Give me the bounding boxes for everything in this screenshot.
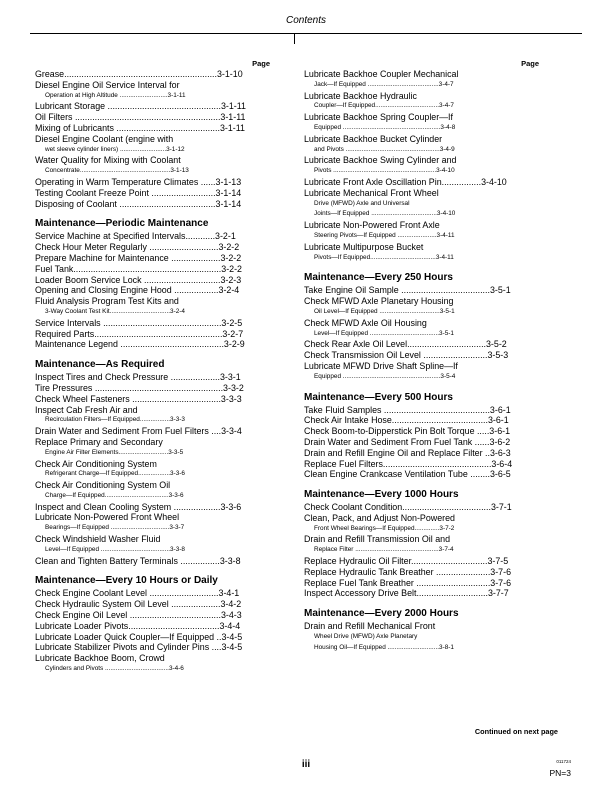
toc-entry[interactable]: Check Air Intake Hose.......................................3-6-1 — [304, 415, 509, 426]
toc-entry[interactable]: Maintenance Legend ..........................................3-2-9 — [35, 339, 245, 350]
toc-entry[interactable]: Check Rear Axle Oil Level................................3-5-2 — [304, 339, 507, 350]
toc-entry[interactable]: Lubricate Backhoe Swing Cylinder and — [304, 155, 457, 166]
toc-entry[interactable]: Check MFWD Axle Planetary Housing — [304, 296, 454, 307]
toc-entry[interactable]: Lubricant Storage ..............................................3-1-11 — [35, 101, 246, 112]
toc-entry[interactable]: Check Hour Meter Regularly ............................3-2-2 — [35, 242, 240, 253]
section-heading: Maintenance—Every 2000 Hours — [304, 608, 459, 620]
toc-entry[interactable]: Charge—If Equipped....................................3-3-6 — [45, 491, 184, 499]
toc-entry[interactable]: Fuel Tank............................................................3-2-2 — [35, 263, 242, 274]
toc-entry[interactable]: Opening and Closing Engine Hood ..................3-2-4 — [35, 285, 240, 296]
toc-entry[interactable]: Engine Air Filter Elements............................3-3-5 — [45, 448, 184, 456]
toc-entry[interactable]: Replace Hydraulic Oil Filter...............................3-7-5 — [304, 556, 509, 567]
toc-entry[interactable]: Replace Hydraulic Tank Breather ......................3-7-6 — [304, 566, 512, 577]
toc-entry[interactable]: Drain and Refill Mechanical Front — [304, 621, 436, 632]
toc-entry[interactable]: Equipped .......................................................3-5-4 — [314, 372, 456, 380]
toc-entry[interactable]: Check Wheel Fasteners ....................................3-3-3 — [35, 393, 242, 404]
toc-entry[interactable]: Check Windshield Washer Fluid — [35, 534, 161, 545]
toc-entry[interactable]: Replace Filter ...............................................3-7-4 — [314, 546, 454, 554]
toc-entry[interactable]: Clean, Pack, and Adjust Non-Powered — [304, 512, 455, 523]
toc-entry[interactable]: Clean Engine Crankcase Ventilation Tube ........3-6-5 — [304, 469, 511, 480]
toc-entry[interactable]: Check Engine Oil Level .....................................3-4-3 — [35, 610, 242, 621]
toc-entry[interactable]: Lubricate Front Axle Oscillation Pin................3-4-10 — [304, 176, 507, 187]
toc-entry[interactable]: Steering Pivots—If Equipped ......................3-4-11 — [314, 231, 455, 239]
toc-entry[interactable]: Lubricate Multipurpose Bucket — [304, 241, 424, 252]
toc-entry[interactable]: Pivots—If Equipped.....................................3-4-11 — [314, 253, 454, 261]
toc-entry[interactable]: Jack—If Equipped ........................................3-4-7 — [314, 80, 454, 88]
continued-note: Continued on next page — [474, 727, 558, 736]
toc-entry[interactable]: Replace Fuel Tank Breather ..............................3-7-6 — [304, 577, 512, 588]
toc-entry[interactable]: Operating in Warm Temperature Climates ......3-1-13 — [35, 176, 242, 187]
section-heading: Maintenance—Periodic Maintenance — [35, 218, 209, 230]
page-column-label: Page — [521, 59, 539, 68]
toc-entry[interactable]: Fluid Analysis Program Test Kits and — [35, 296, 179, 307]
toc-entry[interactable]: Loader Boom Service Lock ...............................3-2-3 — [35, 274, 242, 285]
toc-entry[interactable]: Required Parts....................................................3-2-7 — [35, 328, 244, 339]
toc-entry[interactable]: Water Quality for Mixing with Coolant — [35, 155, 181, 166]
toc-entry[interactable]: Recirculation Filters—If Equipped.................3-3-3 — [45, 416, 185, 424]
toc-entry[interactable]: Clean and Tighten Battery Terminals ................3-3-8 — [35, 555, 241, 566]
toc-entry[interactable]: Oil Filters ...........................................................3-1-11 — [35, 112, 246, 123]
toc-entry[interactable]: Check Air Conditioning System Oil — [35, 480, 171, 491]
toc-entry[interactable]: wet sleeve cylinder liners) ..........................3-1-12 — [45, 145, 185, 153]
page-header-title: Contents — [285, 15, 327, 26]
section-heading: Maintenance—Every 1000 Hours — [304, 489, 459, 501]
toc-entry[interactable]: Drain Water and Sediment From Fuel Tank ......3-6-2 — [304, 436, 511, 447]
toc-entry[interactable]: Operation at High Altitude ...........................3-1-11 — [45, 91, 186, 99]
toc-entry[interactable]: Service Machine at Specified Intervals............3-2-1 — [35, 231, 236, 242]
toc-entry[interactable]: Lubricate Backhoe Bucket Cylinder — [304, 133, 443, 144]
header-rule — [30, 33, 582, 34]
page-folio: iii — [301, 759, 311, 770]
toc-entry[interactable]: Inspect Cab Fresh Air and — [35, 404, 138, 415]
toc-entry[interactable]: Wheel Drive (MFWD) Axle Planetary — [314, 633, 418, 641]
toc-entry[interactable]: 3-Way Coolant Test Kit..................................3-2-4 — [45, 307, 185, 315]
toc-entry[interactable]: Equipped .......................................................3-4-8 — [314, 123, 456, 131]
toc-entry[interactable]: Refrigerant Charge—If Equipped..................3-3-6 — [45, 470, 185, 478]
toc-entry[interactable]: Diesel Engine Oil Service Interval for — [35, 79, 180, 90]
document-code: 011724 — [556, 759, 571, 764]
toc-entry[interactable]: Lubricate Non-Powered Front Axle — [304, 220, 440, 231]
toc-entry[interactable]: Lubricate MFWD Drive Shaft Spline—If — [304, 360, 458, 371]
toc-entry[interactable]: Check Engine Coolant Level ............................3-4-1 — [35, 588, 240, 599]
toc-entry[interactable]: Check MFWD Axle Oil Housing — [304, 317, 427, 328]
toc-entry[interactable]: Take Fluid Samples ...........................................3-6-1 — [304, 404, 511, 415]
toc-entry[interactable]: Lubricate Stabilizer Pivots and Cylinder Pins ....3-4-5 — [35, 642, 243, 653]
toc-entry[interactable]: Check Boom-to-Dipperstick Pin Bolt Torque .....3-6-1 — [304, 426, 511, 437]
section-heading: Maintenance—Every 10 Hours or Daily — [35, 575, 218, 587]
toc-entry[interactable]: Lubricate Backhoe Spring Coupler—If — [304, 112, 453, 123]
toc-entry[interactable]: Replace Fuel Filters............................................3-6-4 — [304, 458, 513, 469]
section-heading: Maintenance—Every 250 Hours — [304, 272, 453, 284]
toc-entry[interactable]: Testing Coolant Freeze Point ..........................3-1-14 — [35, 187, 242, 198]
toc-entry[interactable]: Pivots ..........................................................3-4-10 — [314, 167, 455, 175]
toc-entry[interactable]: Front Wheel Bearings—If Equipped..............3-7-2 — [314, 524, 455, 532]
toc-entry[interactable]: Grease..............................................................3-1-10 — [35, 69, 243, 79]
toc-entry[interactable]: Lubricate Mechanical Front Wheel — [304, 187, 439, 198]
toc-entry[interactable]: Level—If Equipped .......................................3-5-1 — [314, 329, 454, 337]
toc-entry[interactable]: Inspect and Clean Cooling System ...................3-3-6 — [35, 501, 242, 512]
toc-entry[interactable]: Check Air Conditioning System — [35, 458, 157, 469]
toc-entry[interactable]: Check Transmission Oil Level ..........................3-5-3 — [304, 350, 509, 361]
toc-entry[interactable]: Drain and Refill Transmission Oil and — [304, 534, 451, 545]
toc-entry[interactable]: Drive (MFWD) Axle and Universal — [314, 199, 410, 207]
toc-entry[interactable]: Housing Oil—If Equipped .............................3-8-1 — [314, 643, 454, 651]
page-column-label: Page — [252, 59, 270, 68]
toc-entry[interactable]: Drain and Refill Engine Oil and Replace Filter ..3-6-3 — [304, 447, 511, 458]
toc-entry[interactable]: Concentrate...................................................3-1-13 — [45, 167, 189, 175]
toc-entry[interactable]: Replace Primary and Secondary — [35, 436, 163, 447]
contents-column-left — [35, 58, 270, 675]
toc-entry[interactable]: Lubricate Loader Pivots.....................................3-4-4 — [35, 620, 241, 631]
toc-entry[interactable]: Bearings—If Equipped .................................3-3-7 — [45, 524, 185, 532]
toc-entry[interactable]: Inspect Accessory Drive Belt.............................3-7-7 — [304, 588, 509, 599]
toc-entry[interactable]: Disposing of Coolant .......................................3-1-14 — [35, 198, 242, 209]
toc-entry[interactable]: Lubricate Non-Powered Front Wheel — [35, 512, 180, 523]
toc-entry[interactable]: Level—If Equipped .......................................3-3-8 — [45, 545, 185, 553]
toc-entry[interactable]: Coupler—If Equipped....................................3-4-7 — [314, 102, 454, 110]
toc-entry[interactable]: Service Intervals ................................................3-2-5 — [35, 317, 243, 328]
toc-entry[interactable]: Lubricate Loader Quick Coupler—If Equipped ..3-4-5 — [35, 631, 243, 642]
toc-entry[interactable]: Take Engine Oil Sample ....................................3-5-1 — [304, 285, 511, 296]
toc-entry[interactable]: Mixing of Lubricants ..........................................3-1-11 — [35, 122, 245, 133]
toc-entry[interactable]: Diesel Engine Coolant (engine with — [35, 133, 174, 144]
toc-entry[interactable]: Lubricate Backhoe Coupler Mechanical — [304, 69, 459, 79]
toc-entry[interactable]: Check Hydraulic System Oil Level ....................3-4-2 — [35, 599, 242, 610]
toc-entry[interactable]: Lubricate Backhoe Boom, Crowd — [35, 653, 165, 664]
toc-entry[interactable]: and Pivots .....................................................3-4-9 — [314, 145, 455, 153]
toc-entry[interactable]: Prepare Machine for Maintenance ....................3-2-2 — [35, 252, 242, 263]
section-heading: Maintenance—Every 500 Hours — [304, 391, 453, 403]
toc-entry[interactable]: Cylinders and Pivots ....................................3-4-6 — [45, 665, 184, 673]
toc-entry[interactable]: Lubricate Backhoe Hydraulic — [304, 90, 417, 101]
toc-entry[interactable]: Tire Pressures ....................................................3-3-2 — [35, 382, 244, 393]
toc-entry[interactable]: Oil Level—If Equipped ..................................3-5-1 — [314, 307, 455, 315]
contents-column-right — [304, 58, 539, 654]
page-number: PN=3 — [549, 768, 571, 778]
section-heading: Maintenance—As Required — [35, 359, 165, 371]
toc-entry[interactable]: Check Coolant Condition....................................3-7-1 — [304, 502, 512, 513]
column-divider — [294, 33, 295, 44]
toc-entry[interactable]: Joints—If Equipped .....................................3-4-10 — [314, 210, 456, 218]
toc-entry[interactable]: Drain Water and Sediment From Fuel Filters ....3-3-4 — [35, 426, 242, 437]
toc-entry[interactable]: Inspect Tires and Check Pressure ....................3-3-1 — [35, 372, 241, 383]
